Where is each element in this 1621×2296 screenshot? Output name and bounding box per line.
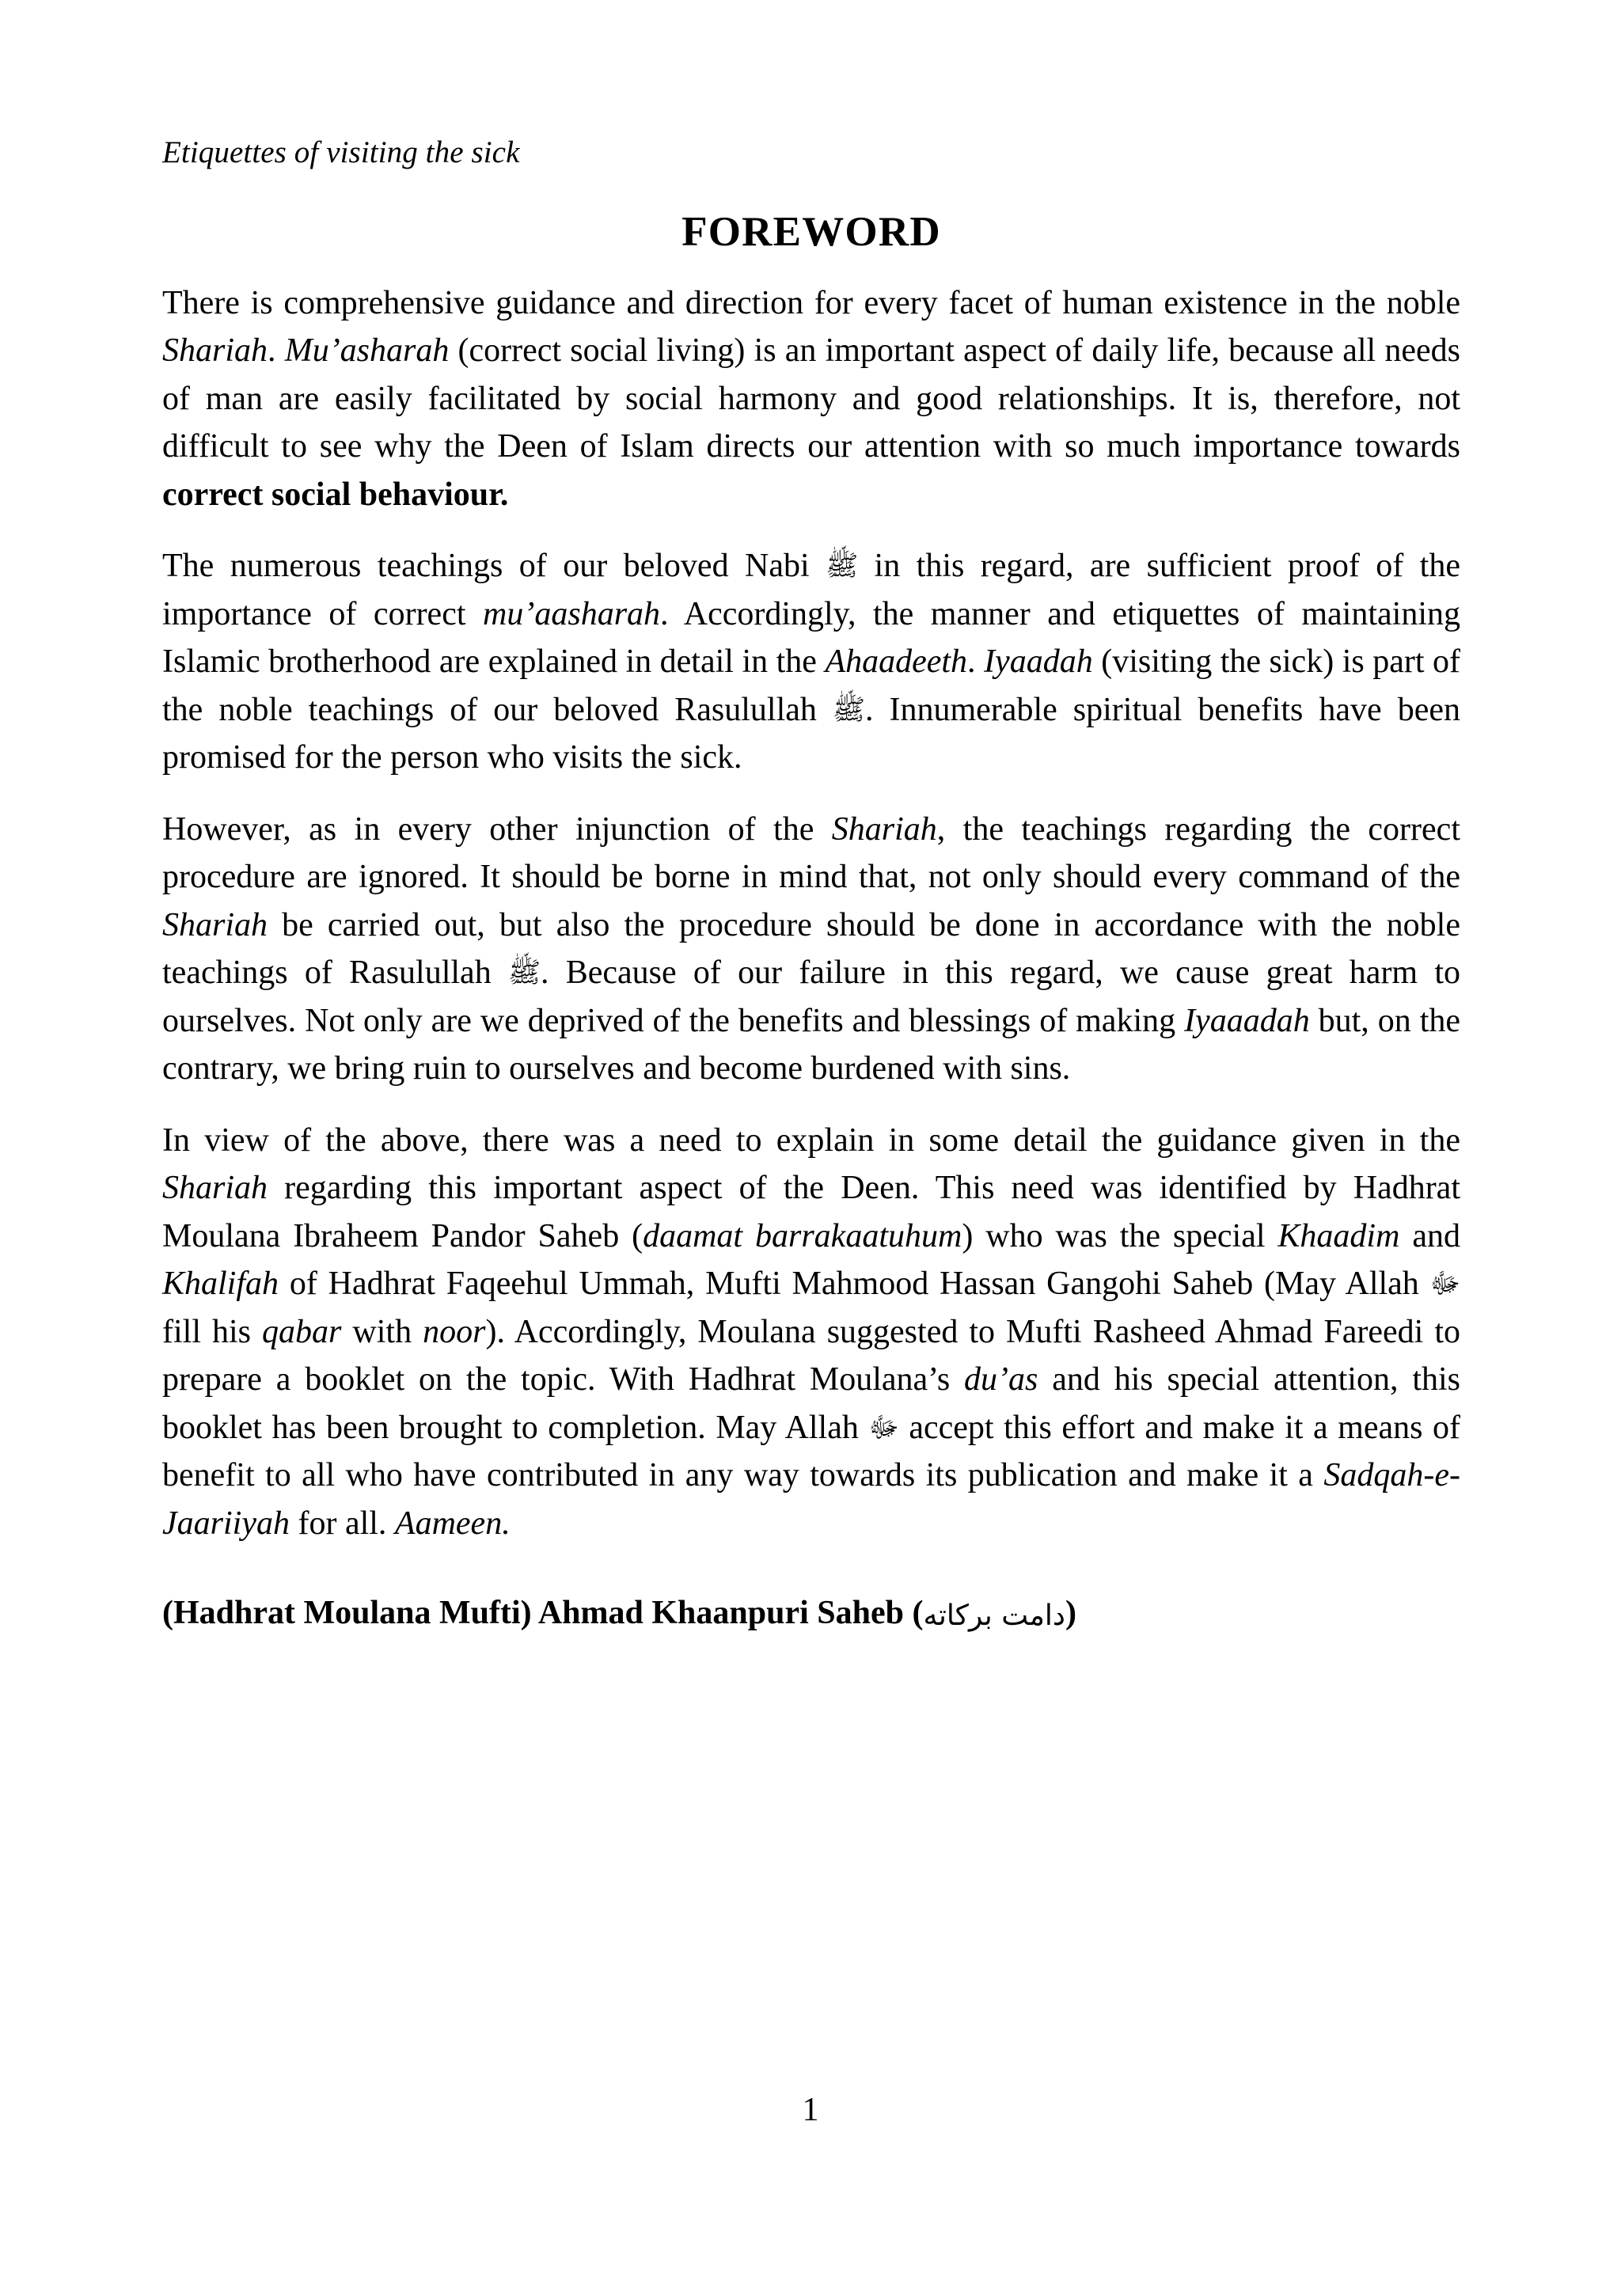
p4-text-6: fill his xyxy=(162,1313,263,1350)
p4-text-2: regarding this important aspect of the Deen. This need was identified by Hadhrat Moulana Ibraheem Pandor Saheb ( xyxy=(162,1170,1460,1254)
p4-text-3: ) who was the special xyxy=(962,1217,1278,1254)
p4-emphasis-khaadim: Khaadim xyxy=(1277,1217,1400,1254)
p4-emphasis-noor: noor xyxy=(423,1313,486,1350)
p2-emphasis-muaasharah: mu’aasharah xyxy=(483,595,661,632)
page-title: FOREWORD xyxy=(681,208,941,255)
signature-close-paren: ) xyxy=(1065,1595,1076,1632)
p4-text-10: accept this effort and make it a means of benefit to all who have contributed in any way towards its publication and make it a xyxy=(162,1409,1460,1494)
page-number: 1 xyxy=(802,2092,819,2128)
p3-text-5: but, on the contrary, we bring ruin to ourselves and become burdened with sins. xyxy=(162,1002,1460,1087)
p4-text-11: for all. xyxy=(289,1505,395,1542)
p4-text-7: with xyxy=(341,1313,423,1350)
p4-emphasis-sadqah-e-jaariiyah: Sadqah-e-Jaariiyah xyxy=(162,1457,1460,1542)
p2-emphasis-ahaadeeth: Ahaadeeth xyxy=(825,643,968,681)
p3-emphasis-shariah-1: Shariah xyxy=(831,810,937,848)
p4-emphasis-daamat-barrakaatuhum: daamat barrakaatuhum xyxy=(643,1217,962,1254)
p3-emphasis-shariah-2: Shariah xyxy=(162,906,268,943)
p2-text-4: . xyxy=(967,643,985,681)
p4-text-5: of Hadhrat Faqeehul Ummah, Mufti Mahmood Hassan Gangohi Saheb (May Allah xyxy=(279,1266,1430,1303)
p1-text-3: (correct social living) is an important aspect of daily life, because all needs of man are easily facilitated by social harmony and good relationships. It is, therefore, not difficult to see why the Deen of Islam directs our attention with so much importance towards xyxy=(162,332,1461,465)
running-head: Etiquettes of visiting the sick xyxy=(162,135,520,169)
p1-emphasis-shariah: Shariah xyxy=(162,332,268,370)
p2-text-6: . Innumerable spiritual benefits have been promised for the person who visits the sick. xyxy=(162,691,1460,776)
p4-emphasis-khalifah: Khalifah xyxy=(162,1266,279,1303)
signature-open-paren: ( xyxy=(912,1595,924,1632)
p4-text-4: and xyxy=(1399,1217,1460,1254)
p4-text-8: ). Accordingly, Moulana suggested to Mufti Rasheed Ahmad Fareedi to prepare a booklet on the topic. With Hadhrat Moulana’s xyxy=(162,1313,1460,1398)
paragraph-4: In view of the above, there was a need to explain in some detail the guidance given in the Shariah regarding this important aspect of the Deen. This need was identified by Hadhrat Moulana Ibraheem Pandor Saheb (daamat barrakaatuhum) who was the special Khaadim and Khalifah of Hadhrat Faqeehul Ummah, Mufti Mahmood Hassan Gangohi Saheb (May Allah ﷻ fill his qabar with noor). Accordingly, Moulana suggested to Mufti Rasheed Ahmad Fareedi to prepare a booklet on the topic. With Hadhrat Moulana’s du’as and his special attention, this booklet has been brought to completion. May Allah ﷻ accept this effort and make it a means of benefit to all who have contributed in any way towards its publication and make it a Sadqah-e-Jaariiyah for all. Aameen. xyxy=(162,1121,1460,1542)
p4-text-1: In view of the above, there was a need to explain in some detail the guidance given in the xyxy=(162,1121,1460,1159)
p2-text-1: The numerous teachings of our beloved Nabi xyxy=(162,548,826,585)
p2-text-3: . Accordingly, the manner and etiquettes of maintaining Islamic brotherhood are explained in detail in the xyxy=(162,595,1460,681)
page-content-column xyxy=(162,0,1460,2296)
p3-text-4: . Because of our failure in this regard, we cause great harm to ourselves. Not only are we deprived of the benefits and blessings of making xyxy=(162,954,1460,1039)
p1-text-2: . xyxy=(268,332,285,370)
p1-emphasis-muasharah: Mu’asharah xyxy=(284,332,450,370)
signature-line xyxy=(162,1547,1460,1635)
p4-text-9: and his special attention, this booklet has been brought to completion. May Allah xyxy=(162,1361,1460,1446)
p1-bold-correct-social-behaviour: correct social behaviour. xyxy=(162,476,509,513)
p3-text-1: However, as in every other injunction of the xyxy=(162,810,832,848)
paragraph-2: The numerous teachings of our beloved Nabi ﷺ in this regard, are sufficient proof of the importance of correct mu’aasharah. Accordingly, the manner and etiquettes of maintaining Islamic brotherhood are explained in detail in the Ahaadeeth. Iyaadah (visiting the sick) is part of the noble teachings of our beloved Rasulullah ﷺ. Innumerable spiritual benefits have been promised for the person who visits the sick. xyxy=(162,548,1461,776)
p3-text-3: be carried out, but also the procedure should be done in accordance with the noble teachings of Rasulullah xyxy=(162,906,1460,992)
p4-emphasis-aameen: Aameen. xyxy=(394,1505,511,1542)
signature-name: (Hadhrat Moulana Mufti) Ahmad Khaanpuri Saheb xyxy=(162,1595,913,1632)
p2-emphasis-iyaadah: Iyaadah xyxy=(984,643,1093,681)
p4-emphasis-qabar: qabar xyxy=(262,1313,342,1350)
signature-arabic-honorific: دامت بركاته xyxy=(923,1600,1065,1633)
paragraph-3: However, as in every other injunction of the Shariah, the teachings regarding the correct procedure are ignored. It should be borne in mind that, not only should every command of the Shariah be carried out, but also the procedure should be done in accordance with the noble teachings of Rasulullah ﷺ. Because of our failure in this regard, we cause great harm to ourselves. Not only are we deprived of the benefits and blessings of making Iyaaadah but, on the contrary, we bring ruin to ourselves and become burdened with sins. xyxy=(162,810,1460,1087)
p4-emphasis-shariah: Shariah xyxy=(162,1170,268,1207)
paragraph-1 xyxy=(162,256,1460,519)
p3-emphasis-iyaaadah: Iyaaadah xyxy=(1184,1002,1310,1039)
p4-emphasis-duas: du’as xyxy=(964,1361,1038,1398)
p2-text-5: (visiting the sick) is part of the noble teachings of our beloved Rasulullah xyxy=(162,643,1461,728)
p1-text-1: There is comprehensive guidance and direction for every facet of human existence in the noble xyxy=(162,284,1460,321)
p3-text-2: , the teachings regarding the correct procedure are ignored. It should be borne in mind that, not only should every command of the xyxy=(162,810,1460,896)
p2-text-2: in this regard, are sufficient proof of the importance of correct xyxy=(162,548,1460,632)
